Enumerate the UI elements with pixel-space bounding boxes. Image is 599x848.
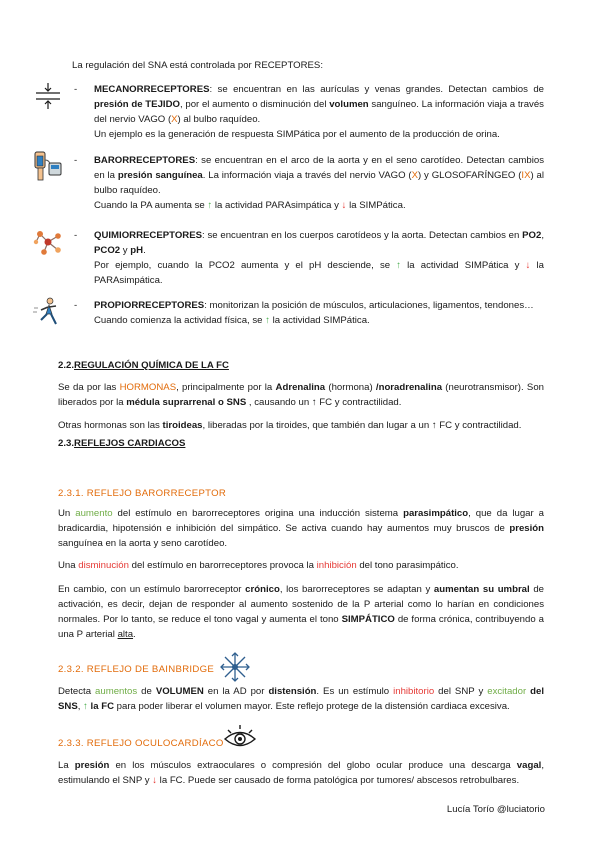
- text-bold: volumen: [329, 99, 369, 110]
- text: la FC. Puede ser causado de forma patológica por tumores/ abscesos retrobulbares.: [157, 775, 520, 786]
- down-arrow-icon: ↓: [525, 260, 531, 271]
- text-bold: distensión: [268, 686, 317, 697]
- section-heading-2-2: [58, 358, 229, 373]
- text: , causando un ↑ FC y contractilidad.: [246, 397, 402, 408]
- text: de forma crónica, contribuyendo a una P arterial: [58, 614, 544, 640]
- eye-icon: [222, 724, 258, 754]
- text: ) al bulbo raquídeo.: [177, 114, 261, 125]
- paragraph-tiroideas: [58, 418, 544, 433]
- paragraph-disminucion: [58, 558, 544, 573]
- text: la actividad SIMPática y: [401, 260, 526, 271]
- author-footer: Lucía Torío @luciatorio: [446, 804, 545, 815]
- subsection-2-3-3: 2.3.3. REFLEJO OCULOCARDÍACO: [58, 738, 224, 749]
- mecano-example: Un ejemplo es la generación de respuesta SIMPática por el aumento de la producción de orina.: [94, 129, 500, 140]
- text: sanguíneo. La información viaja a través del nervio VAGO (: [94, 99, 544, 125]
- nerve-number: X: [411, 170, 419, 181]
- text: en los músculos extraoculares o compresión del globo ocular produce una descarga: [109, 760, 517, 771]
- text: Detecta: [58, 686, 96, 697]
- text-bold: PO2: [522, 230, 542, 241]
- text-highlight: HORMONAS: [119, 382, 177, 393]
- text-bold: SIMPÁTICO: [341, 614, 395, 625]
- text: En cambio, con un estímulo barorreceptor: [58, 584, 246, 595]
- snowflake-stretch-icon: [218, 650, 252, 684]
- text-bold: aumentan su umbral: [433, 584, 530, 595]
- text: La: [58, 760, 75, 771]
- text: . Es un estímulo: [316, 686, 394, 697]
- text-bold: Adrenalina: [275, 382, 326, 393]
- text: , principalmente por la: [176, 382, 276, 393]
- molecule-icon: [32, 226, 64, 258]
- mecano-paragraph: [94, 82, 544, 142]
- text: : se encuentran en el arco de la aorta y en el seno carotídeo. Detectan cambios en la: [94, 155, 544, 181]
- text: , por el aumento o disminución del: [179, 99, 330, 110]
- paragraph-aumento: [58, 506, 544, 551]
- text: sanguínea en la aorta y seno carotídeo.: [58, 538, 228, 549]
- text: Cuando la PA aumenta se: [94, 200, 208, 211]
- bullet-dash: -: [74, 300, 78, 311]
- text: ) al bulbo raquídeo.: [94, 170, 545, 196]
- text: Por ejemplo, cuando la PCO2 aumenta y el pH desciende, se: [94, 260, 397, 271]
- up-arrow-icon: ↑: [83, 701, 88, 712]
- text: la PARAsimpática.: [94, 260, 544, 286]
- paragraph-oculocardiaco: [58, 758, 544, 788]
- subsection-2-3-1: 2.3.1. REFLEJO BARORRECEPTOR: [58, 488, 227, 499]
- baro-paragraph: [94, 153, 544, 213]
- text: . La información viaja a través del nervio VAGO (: [202, 170, 412, 181]
- text: : se encuentran en los cuerpos carotídeos y la aorta. Detectan cambios en: [202, 230, 523, 241]
- propio-name: PROPIORRECEPTORES: [94, 300, 205, 311]
- text: y: [120, 245, 131, 256]
- up-arrow-icon: ↑: [396, 260, 402, 271]
- text-bold: la FC: [87, 701, 114, 712]
- text: (neurotransmisor). Son liberados por la: [58, 382, 544, 408]
- text-highlight: disminución: [78, 560, 129, 571]
- quimio-paragraph: [94, 228, 544, 288]
- up-arrow-icon: ↑: [265, 315, 270, 326]
- text: Un: [58, 508, 76, 519]
- up-arrow-icon: ↑: [207, 200, 213, 211]
- baro-name: BARORRECEPTORES: [94, 155, 196, 166]
- text: .: [133, 629, 136, 640]
- bullet-dash: -: [74, 230, 78, 241]
- intro-text: La regulación del SNA está controlada por RECEPTORES:: [72, 60, 323, 71]
- text: , estimulando el SNP y: [58, 760, 545, 786]
- text: para poder liberar el volumen mayor. Este reflejo protege de la distensión cardiaca excesiva.: [114, 701, 510, 712]
- text-highlight: inhibición: [316, 560, 357, 571]
- text-bold: tiroideas: [162, 420, 203, 431]
- text-highlight: aumentos: [95, 686, 138, 697]
- pressure-icon: [32, 80, 64, 112]
- quimio-name: QUIMIORRECEPTORES: [94, 230, 203, 241]
- text-highlight: inhibitorio: [393, 686, 435, 697]
- text-bold: presión: [509, 523, 544, 534]
- text: , los barorreceptores se adaptan y: [279, 584, 434, 595]
- text-bold: presión de TEJIDO: [94, 99, 180, 110]
- text-bold: VOLUMEN: [155, 686, 204, 697]
- mecano-name: MECANORRECEPTORES: [94, 84, 210, 95]
- text: Cuando comienza la actividad física, se: [94, 315, 266, 326]
- text-bold: pH: [130, 245, 144, 256]
- text: del estímulo en barorreceptores provoca la: [128, 560, 317, 571]
- text-bold: del: [526, 686, 545, 697]
- text: , que da lugar a bradicardia, hipotensión e inhibición del simpático. Se activa cuando hay aumentos muy bruscos de: [58, 508, 544, 534]
- bullet-dash: -: [74, 155, 78, 166]
- text: Una: [58, 560, 79, 571]
- text: (hormona): [325, 382, 376, 393]
- text: del estímulo en barorreceptores origina una inducción sistema: [112, 508, 404, 519]
- text-highlight: excitador: [487, 686, 527, 697]
- down-arrow-icon: ↓: [341, 200, 347, 211]
- text-bold: crónico: [245, 584, 280, 595]
- propio-paragraph: [94, 298, 544, 328]
- bullet-dash: -: [74, 84, 78, 95]
- text-bold: presión sanguínea: [117, 170, 203, 181]
- text: de: [137, 686, 156, 697]
- down-arrow-icon: ↓: [152, 775, 158, 786]
- text: de activación, es decir, dejan de responder al aumento sostenido de la P arterial como lo harían en condiciones normales. Por lo tanto, se reduce el tono vagal y aumenta el tono: [58, 584, 544, 625]
- text-bold: PCO2: [94, 245, 121, 256]
- text-bold: presión: [74, 760, 110, 771]
- section-title: REGULACIÓN QUÍMICA DE LA FC: [74, 360, 229, 371]
- text-bold: médula suprarrenal o SNS: [126, 397, 247, 408]
- text-bold: parasimpático: [403, 508, 469, 519]
- section-number: 2.3.: [58, 438, 75, 449]
- text: .: [143, 245, 146, 256]
- text-underlined: alta: [117, 629, 134, 640]
- runner-icon: [32, 296, 64, 328]
- text: ,: [77, 701, 84, 712]
- text: : monitorizan la posición de músculos, articulaciones, ligamentos, tendones…: [204, 300, 534, 311]
- nerve-number: IX: [521, 170, 531, 181]
- subsection-2-3-2: 2.3.2. REFLEJO DE BAINBRIDGE: [58, 664, 215, 675]
- text: la actividad PARAsimpática y: [212, 200, 342, 211]
- text: , liberadas por la tiroides, que también dan lugar a un ↑ FC y contractilidad.: [202, 420, 522, 431]
- text: la actividad SIMPática.: [269, 315, 370, 326]
- blood-pressure-monitor-icon: [32, 150, 64, 182]
- text-bold: /noradrenalina: [375, 382, 443, 393]
- text: en la AD por: [203, 686, 269, 697]
- paragraph-bainbridge: [58, 684, 544, 714]
- text: la SIMPática.: [346, 200, 406, 211]
- text: ,: [541, 230, 544, 241]
- text-bold: SNS: [58, 701, 78, 712]
- text: del tono parasimpático.: [356, 560, 459, 571]
- text: Otras hormonas son las: [58, 420, 163, 431]
- paragraph-hormonas: [58, 380, 544, 410]
- text-bold: vagal: [516, 760, 542, 771]
- text-highlight: aumento: [75, 508, 113, 519]
- text: Se da por las: [58, 382, 120, 393]
- text: ) y GLOSOFARÍNGEO (: [418, 170, 522, 181]
- section-title: REFLEJOS CARDIACOS: [74, 438, 186, 449]
- section-number: 2.2.: [58, 360, 75, 371]
- nerve-number: X: [171, 114, 178, 125]
- text: : se encuentran en las aurículas y venas grandes. Detectan cambios de: [209, 84, 544, 95]
- text: del SNP y: [434, 686, 488, 697]
- paragraph-cronico: [58, 582, 544, 642]
- section-heading-2-3: [58, 436, 185, 451]
